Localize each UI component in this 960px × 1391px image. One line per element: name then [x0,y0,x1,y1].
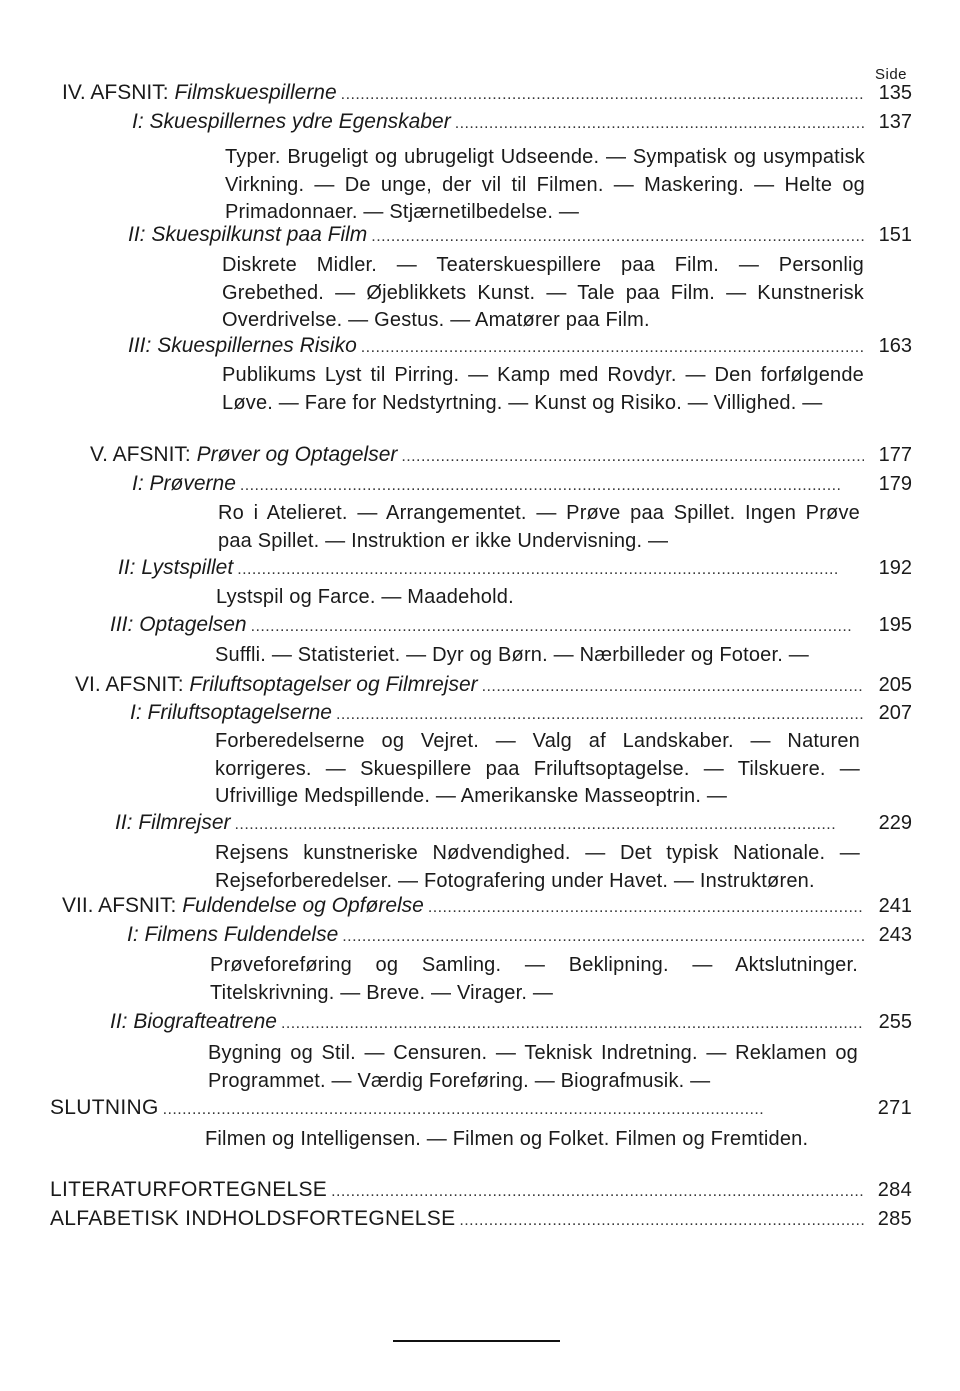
toc-entry [50,1095,912,1123]
subsection-label: II: [110,1010,128,1033]
entry-description: Diskrete Midler. — Teaterskuespillere paa Film. — Personlig Grebethed. — Øjeblikkets Kunst. — Tale paa Film. — Kunstnerisk Overdrivelse. — Gestus. — Amatører paa Film. [222,254,864,331]
subsection-label: I: [132,472,144,495]
page-number: 205 [878,674,912,696]
leader-dots [341,82,864,108]
leader-dots [281,1011,864,1037]
entry-description: Typer. Brugeligt og ubrugeligt Udseende. — Sympatisk og usympatisk Virkning. — De unge, der vil til Filmen. — Maskering. — Helte og Primadonnaer. — Stjærnetilbedelse. — [225,146,865,223]
entry-description: Filmen og Intelligensen. — Filmen og Folket. Filmen og Fremtiden. [205,1128,809,1150]
page-number: 207 [878,702,912,724]
side-column-label: Side [875,66,908,83]
section-label: SLUTNING [50,1096,159,1119]
section-label: IV. AFSNIT: [62,81,169,104]
entry-title: Skuespillernes Risiko [157,334,357,357]
subsection-label: II: [118,556,136,579]
entry-description: Publikums Lyst til Pirring. — Kamp med Rovdyr. — Den forfølgende Løve. — Fare for Nedstyrtning. — Kunst og Risiko. — Villighed. — [222,364,864,414]
leader-dots [237,557,864,583]
toc-entry [62,893,912,921]
page-number: 151 [878,224,912,246]
page-number: 135 [878,82,912,104]
subsection-label: III: [110,613,134,636]
entry-title: Optagelsen [139,613,247,636]
toc-entry [90,442,912,470]
toc-entry [115,810,912,838]
entry-title: Fuldendelse og Opførelse [182,894,424,917]
section-label: VII. AFSNIT: [62,894,177,917]
page-number: 241 [878,895,912,917]
page-number: 271 [877,1097,912,1119]
leader-dots [455,111,864,137]
toc-entry [50,1206,912,1234]
page-number: 284 [877,1179,912,1201]
leader-dots [428,895,864,921]
page-number: 243 [878,924,912,946]
toc-entry [110,612,912,640]
subsection-label: III: [128,334,152,357]
page-number: 163 [878,335,912,357]
page-number: 177 [878,444,912,466]
toc-entry [62,80,912,108]
leader-dots [342,924,864,950]
entry-title: Filmrejser [138,811,231,834]
entry-title: Skuespilkunst paa Film [151,223,368,246]
leader-dots [235,812,864,838]
toc-entry [118,555,912,583]
closing-rule [393,1340,560,1342]
entry-description: Rejsens kunstneriske Nødvendighed. — Det typisk Nationale. — Rejseforberedelser. — Fotografering under Havet. — Instruktøren. [215,842,860,892]
section-label: ALFABETISK INDHOLDSFORTEGNELSE [50,1207,456,1230]
entry-description: Suffli. — Statisteriet. — Dyr og Børn. — Nærbilleder og Fotoer. — [215,644,809,666]
toc-entry [50,1177,912,1205]
toc-entry [128,333,912,361]
leader-dots [371,224,864,250]
entry-description: Bygning og Stil. — Censuren. — Teknisk Indretning. — Reklamen og Programmet. — Værdig Foreføring. — Biografmusik. — [208,1042,858,1092]
toc-entry [110,1009,912,1037]
page-number: 285 [877,1208,912,1230]
entry-title: Biografteatrene [133,1010,277,1033]
subsection-label: I: [132,110,144,133]
leader-dots [251,614,864,640]
subsection-label: II: [115,811,133,834]
entry-title: Filmens Fuldendelse [144,923,339,946]
leader-dots [459,1208,864,1234]
toc-entry [127,922,912,950]
entry-title: Filmskuespillerne [174,81,337,104]
entry-description: Forberedelserne og Vejret. — Valg af Landskaber. — Naturen korrigeres. — Skuespillere paa Friluftsoptagelse. — Tilskuere. — Ufrivillige Medspillende. — Amerikanske Masseoptrin. — [215,730,860,807]
entry-title: Lystspillet [141,556,234,579]
leader-dots [482,674,864,700]
toc-entry [132,109,912,137]
section-label: V. AFSNIT: [90,443,191,466]
page-number: 195 [878,614,912,636]
page-number: 179 [878,473,912,495]
entry-title: Skuespillernes ydre Egenskaber [149,110,451,133]
leader-dots [401,444,864,470]
entry-title: Friluftsoptagelserne [147,701,332,724]
page-number: 192 [878,557,912,579]
leader-dots [331,1179,864,1205]
toc-entry [132,471,912,499]
section-label: VI. AFSNIT: [75,673,184,696]
toc-entry [75,672,912,700]
subsection-label: I: [130,701,142,724]
page-number: 137 [878,111,912,133]
subsection-label: II: [128,223,146,246]
entry-title: Friluftsoptagelser og Filmrejser [189,673,478,696]
entry-description: Ro i Atelieret. — Arrangementet. — Prøve paa Spillet. Ingen Prøve paa Spillet. — Instruktion er ikke Undervisning. — [218,502,860,552]
section-label: LITERATURFORTEGNELSE [50,1178,328,1201]
subsection-label: I: [127,923,139,946]
entry-title: Prøverne [149,472,236,495]
entry-description: Lystspil og Farce. — Maadehold. [216,586,514,608]
toc-entry [130,700,912,728]
leader-dots [240,473,864,499]
leader-dots [163,1097,864,1123]
page-number: 255 [878,1011,912,1033]
page-number: 229 [878,812,912,834]
leader-dots [336,702,864,728]
leader-dots [361,335,864,361]
entry-description: Prøveforeføring og Samling. — Beklipning. — Aktslutninger. Titelskrivning. — Breve. — Virager. — [210,954,858,1004]
entry-title: Prøver og Optagelser [196,443,398,466]
toc-entry [128,222,912,250]
